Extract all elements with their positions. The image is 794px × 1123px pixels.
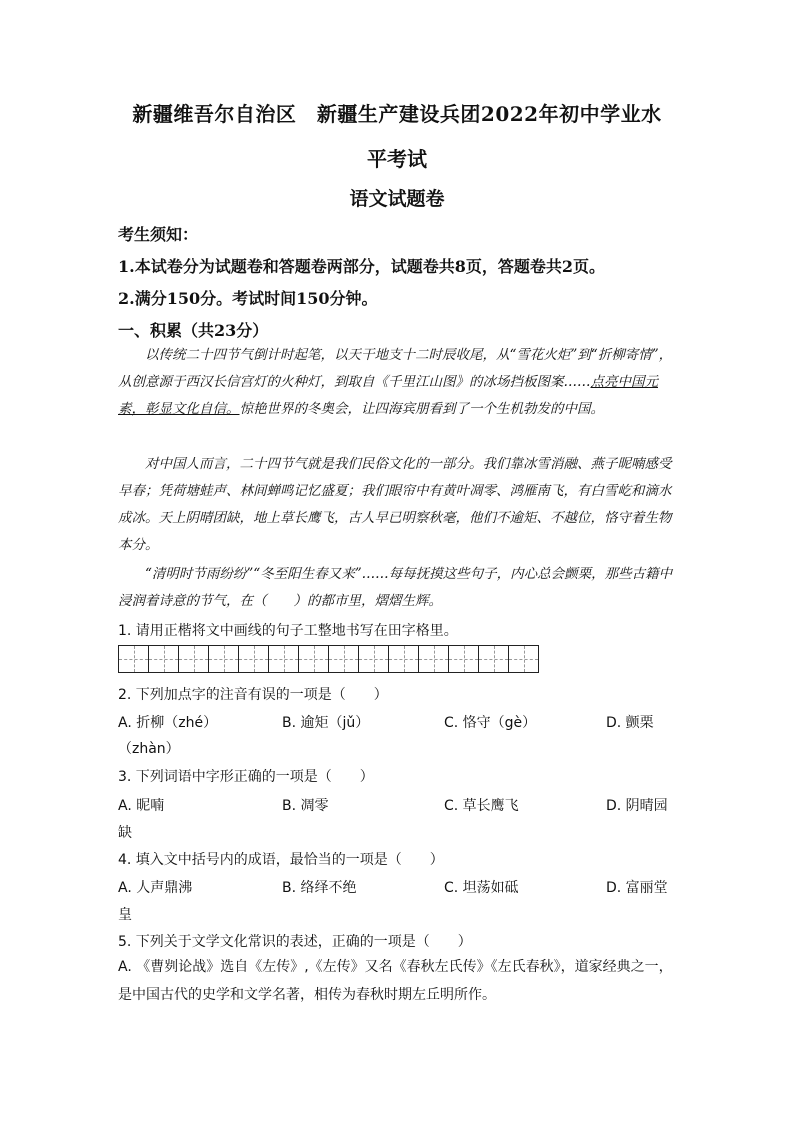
notice-item-1: 1.本试卷分为试题卷和答题卷两部分，试题卷共8页，答题卷共2页。 bbox=[118, 257, 605, 276]
tianzige-cell[interactable] bbox=[478, 645, 509, 673]
notice-heading: 考生须知： bbox=[118, 225, 199, 244]
q5-option-a[interactable]: A. 《曹刿论战》选自《左传》,《左传》又名《春秋左氏传》《左氏春秋》，道家经典之一，是中国古代的史学和文学名著，相传为春秋时期左丘明所作。 bbox=[118, 959, 673, 1003]
passage-underlined-sentence: 点亮中国元素，彰显文化自信。 bbox=[118, 374, 658, 417]
tianzige-cell[interactable] bbox=[508, 645, 539, 673]
question-3: 3. 下列词语中字形正确的一项是（ ） bbox=[118, 769, 374, 785]
question-5: 5. 下列关于文学文化常识的表述，正确的一项是（ ） bbox=[118, 934, 472, 950]
q3-option-c[interactable]: C. 草长鹰飞 bbox=[444, 798, 519, 814]
tianzige-cell[interactable] bbox=[178, 645, 209, 673]
passage-paragraph-3: “清明时节雨纷纷”“冬至阳生春又来”……每每抚摸这些句子，内心总会颤栗，那些古籍中浸润着诗意的节气，在（ ）的都市里，熠熠生辉。 bbox=[118, 566, 673, 609]
passage-paragraph-1 bbox=[118, 342, 676, 423]
tianzige-cell[interactable] bbox=[328, 645, 359, 673]
q4-option-b[interactable]: B. 络绎不绝 bbox=[282, 880, 357, 896]
section-heading: 一、积累（共23分） bbox=[118, 321, 269, 340]
question-4: 4. 填入文中括号内的成语，最恰当的一项是（ ） bbox=[118, 852, 444, 868]
tianzige-cell[interactable] bbox=[118, 645, 149, 673]
q3-option-d[interactable]: D. 阴晴园 bbox=[606, 798, 668, 814]
tianzige-cell[interactable] bbox=[448, 645, 479, 673]
passage-paragraph-2: 对中国人而言，二十四节气就是我们民俗文化的一部分。我们靠冰雪消融、燕子昵喃感受早春；凭荷塘蛙声、林间蝉鸣记忆盛夏；我们眼帘中有黄叶凋零、鸿雁南飞，有白雪屹和滴水成冰。天上阴晴团缺，地上草长鹰飞，古人早已明察秋毫，他们不逾矩、不越位，恪守着生物本分。 bbox=[118, 456, 672, 553]
question-1: 1. 请用正楷将文中画线的句子工整地书写在田字格里。 bbox=[118, 623, 458, 639]
exam-title-line1: 新疆维吾尔自治区 新疆生产建设兵团2022年初中学业水 bbox=[132, 102, 662, 126]
q4-option-d[interactable]: D. 富丽堂 bbox=[606, 880, 668, 896]
q3-option-a[interactable]: A. 昵喃 bbox=[118, 798, 165, 814]
q3-option-d-continued: 缺 bbox=[118, 825, 132, 841]
tianzige-cell[interactable] bbox=[418, 645, 449, 673]
q2-option-d[interactable]: D. 颤栗 bbox=[606, 715, 654, 731]
exam-title-line2: 平考试 bbox=[367, 147, 427, 171]
passage-p1-before: 以传统二十四节气倒计时起笔，以天干地支十二时辰收尾，从“雪花火炬”到“折柳寄情”，从创意源于西汉长信宫灯的火种灯，到取自《千里江山图》的冰场挡板图案…… bbox=[118, 347, 673, 390]
q2-option-c[interactable]: C. 恪守（gè） bbox=[444, 715, 537, 731]
q4-option-d-continued: 皇 bbox=[118, 907, 132, 923]
tianzige-grid[interactable] bbox=[118, 645, 539, 673]
q4-option-a[interactable]: A. 人声鼎沸 bbox=[118, 880, 193, 896]
passage-p1-after: 惊艳世界的冬奥会，让四海宾朋看到了一个生机勃发的中国。 bbox=[239, 401, 604, 417]
q4-option-c[interactable]: C. 坦荡如砥 bbox=[444, 880, 519, 896]
question-2: 2. 下列加点字的注音有误的一项是（ ） bbox=[118, 687, 388, 703]
tianzige-cell[interactable] bbox=[208, 645, 239, 673]
tianzige-cell[interactable] bbox=[388, 645, 419, 673]
q2-option-b[interactable]: B. 逾矩（jǔ） bbox=[282, 715, 370, 731]
tianzige-cell[interactable] bbox=[148, 645, 179, 673]
tianzige-cell[interactable] bbox=[358, 645, 389, 673]
exam-subtitle: 语文试题卷 bbox=[349, 188, 445, 210]
tianzige-cell[interactable] bbox=[238, 645, 269, 673]
q3-option-b[interactable]: B. 凋零 bbox=[282, 798, 329, 814]
notice-item-2: 2.满分150分。考试时间150分钟。 bbox=[118, 289, 378, 308]
q2-option-d-continued: （zhàn） bbox=[118, 741, 180, 757]
q2-option-a[interactable]: A. 折柳（zhé） bbox=[118, 715, 218, 731]
tianzige-cell[interactable] bbox=[268, 645, 299, 673]
tianzige-cell[interactable] bbox=[298, 645, 329, 673]
